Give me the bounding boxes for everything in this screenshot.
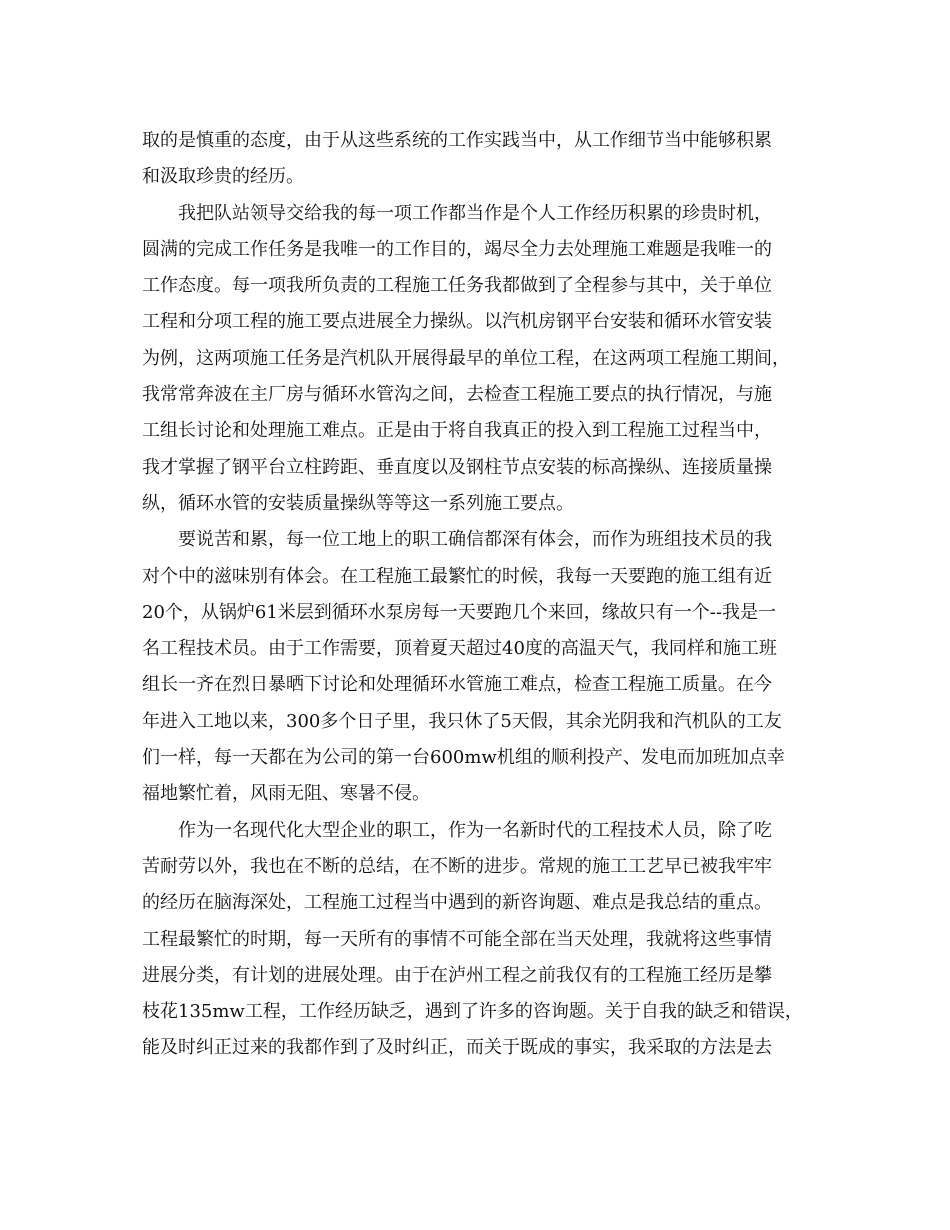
document-body: [142, 123, 808, 1067]
paragraph-4: 作为一名现代化大型企业的职工，作为一名新时代的工程技术人员，除了吃 苦耐劳以外，我也在不断的总结，在不断的进步。常规的施工工艺早已被我牢牢 的经历在脑海深处，工程施工过程当中遇到的新咨询题、难点是我总结的重点。 工程最繁忙的时期，每一天所有的事情不可能全部在当天处理，我就将这些事情 进展分类，有计划的进展处理。由于在泸州工程之前我仅有的工程施工经历是攀 枝花135mw工程，工作经历缺乏，遇到了许多的咨询题。关于自我的缺乏和错误， 能及时纠正过来的我都作到了及时纠正，而关于既成的事实，我采取的方法是去: [142, 819, 803, 1059]
paragraph-2: 我把队站领导交给我的每一项工作都当作是个人工作经历积累的珍贵时机， 圆满的完成工作任务是我唯一的工作目的，竭尽全力去处理施工难题是我唯一的 工作态度。每一项我所负责的工程施工任务我都做到了全程参与其中，关于单位 工程和分项工程的施工要点进展全力操纵。以汽机房钢平台安装和循环水管安装 为例，这两项施工任务是汽机队开展得最早的单位工程，在这两项工程施工期间， 我常常奔波在主厂房与循环水管沟之间，去检查工程施工要点的执行情况，与施 工组长讨论和处理施工难点。正是由于将自我真正的投入到工程施工过程当中， 我才掌握了钢平台立柱跨距、垂直度以及钢柱节点安装的标高操纵、连接质量操 纵，循环水管的安装质量操纵等等这一系列施工要点。: [142, 202, 790, 514]
paragraph-1: 取的是慎重的态度，由于从这些系统的工作实践当中，从工作细节当中能够积累 和汲取珍贵的经历。: [142, 130, 772, 188]
paragraph-3: 要说苦和累，每一位工地上的职工确信都深有体会，而作为班组技术员的我 对个中的滋味别有体会。在工程施工最繁忙的时候，我每一天要跑的施工组有近 20个，从锅炉61米层到循环水泵房每一天要跑几个来回，缘故只有一个--我是一 名工程技术员。由于工作需要，顶着夏天超过40度的高温天气，我同样和施工班 组长一齐在烈日暴晒下讨论和处理循环水管施工难点，检查工程施工质量。在今 年进入工地以来，300多个日子里，我只休了5天假，其余光阴我和汽机队的工友 们一样，每一天都在为公司的第一台600mw机组的顺利投产、发电而加班加点幸 福地繁忙着，风雨无阻、寒暑不侵。: [142, 529, 785, 805]
